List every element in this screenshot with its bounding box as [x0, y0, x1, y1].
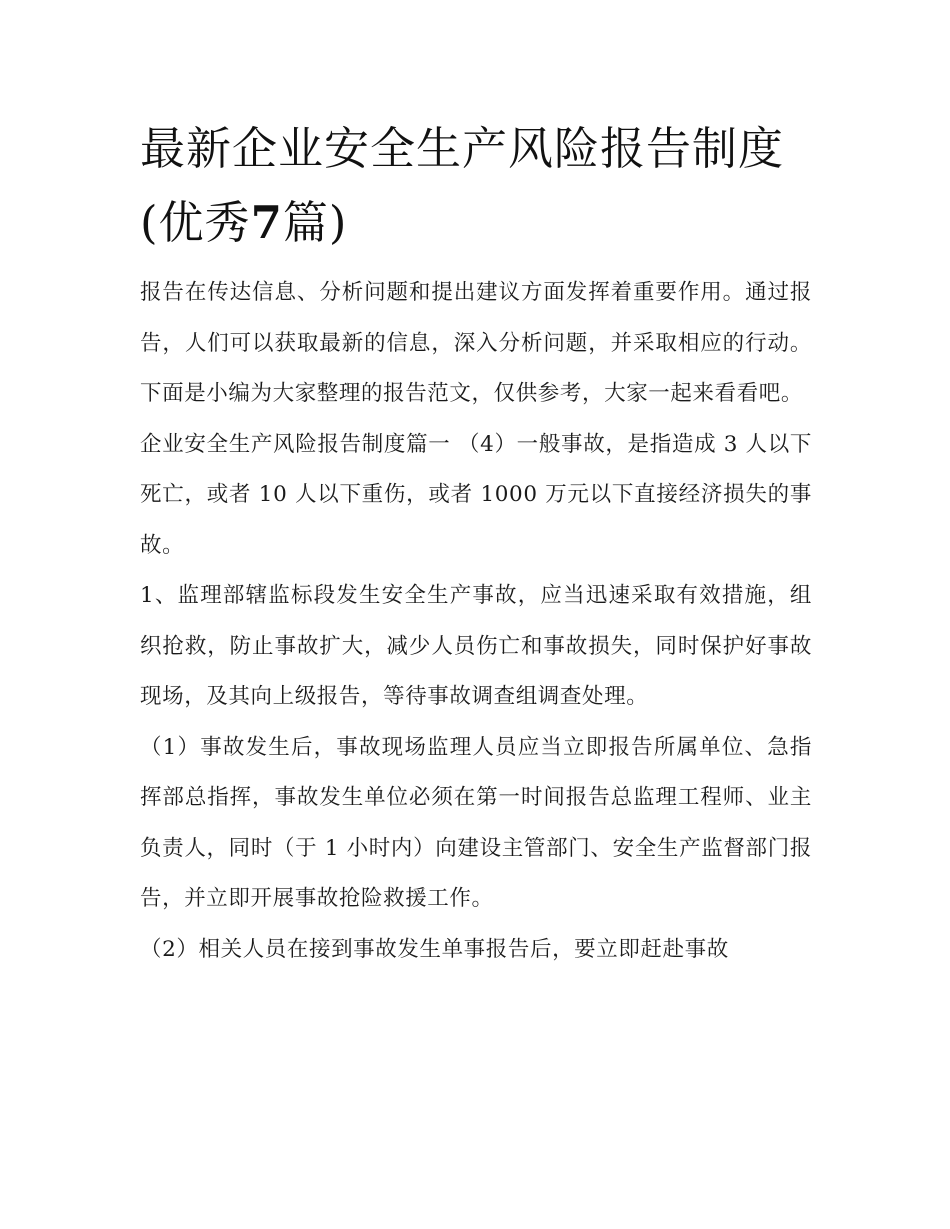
paragraph-subitem-2: （2）相关人员在接到事故发生单事报告后，要立即赶赴事故 [140, 936, 729, 962]
paragraph-section-one: 企业安全生产风险报告制度篇一 （4）一般事故，是指造成 3 人以下死亡，或者 10 人以下重伤，或者 1000 万元以下直接经济损失的事故。 [140, 431, 812, 558]
title-text-close: 篇) [282, 196, 348, 249]
document-content [140, 112, 812, 975]
title-number: 7 [250, 196, 283, 249]
paragraph-item-1: 1、监理部辖监标段发生安全生产事故，应当迅速采取有效措施，组织抢救，防止事故扩大，减少人员伤亡和事故损失，同时保护好事故现场，及其向上级报告，等待事故调查组调查处理。 [140, 583, 812, 709]
title-text-main: 最新企业安全生产风险报告制度 [140, 122, 785, 175]
title-text-open: (优秀 [140, 196, 251, 249]
paragraph-intro: 报告在传达信息、分析问题和提出建议方面发挥着重要作用。通过报告，人们可以获取最新的信息，深入分析问题，并采取相应的行动。下面是小编为大家整理的报告范文，仅供参考，大家一起来看看吧。 [140, 280, 812, 406]
document-title [140, 112, 812, 260]
paragraph-subitem-1: （1）事故发生后，事故现场监理人员应当立即报告所属单位、急指挥部总指挥，事故发生单位必须在第一时间报告总监理工程师、业主负责人，同时（于 1 小时内）向建设主管部门、安全生产监督部门报告，并立即开展事故抢险救援工作。 [140, 734, 812, 911]
